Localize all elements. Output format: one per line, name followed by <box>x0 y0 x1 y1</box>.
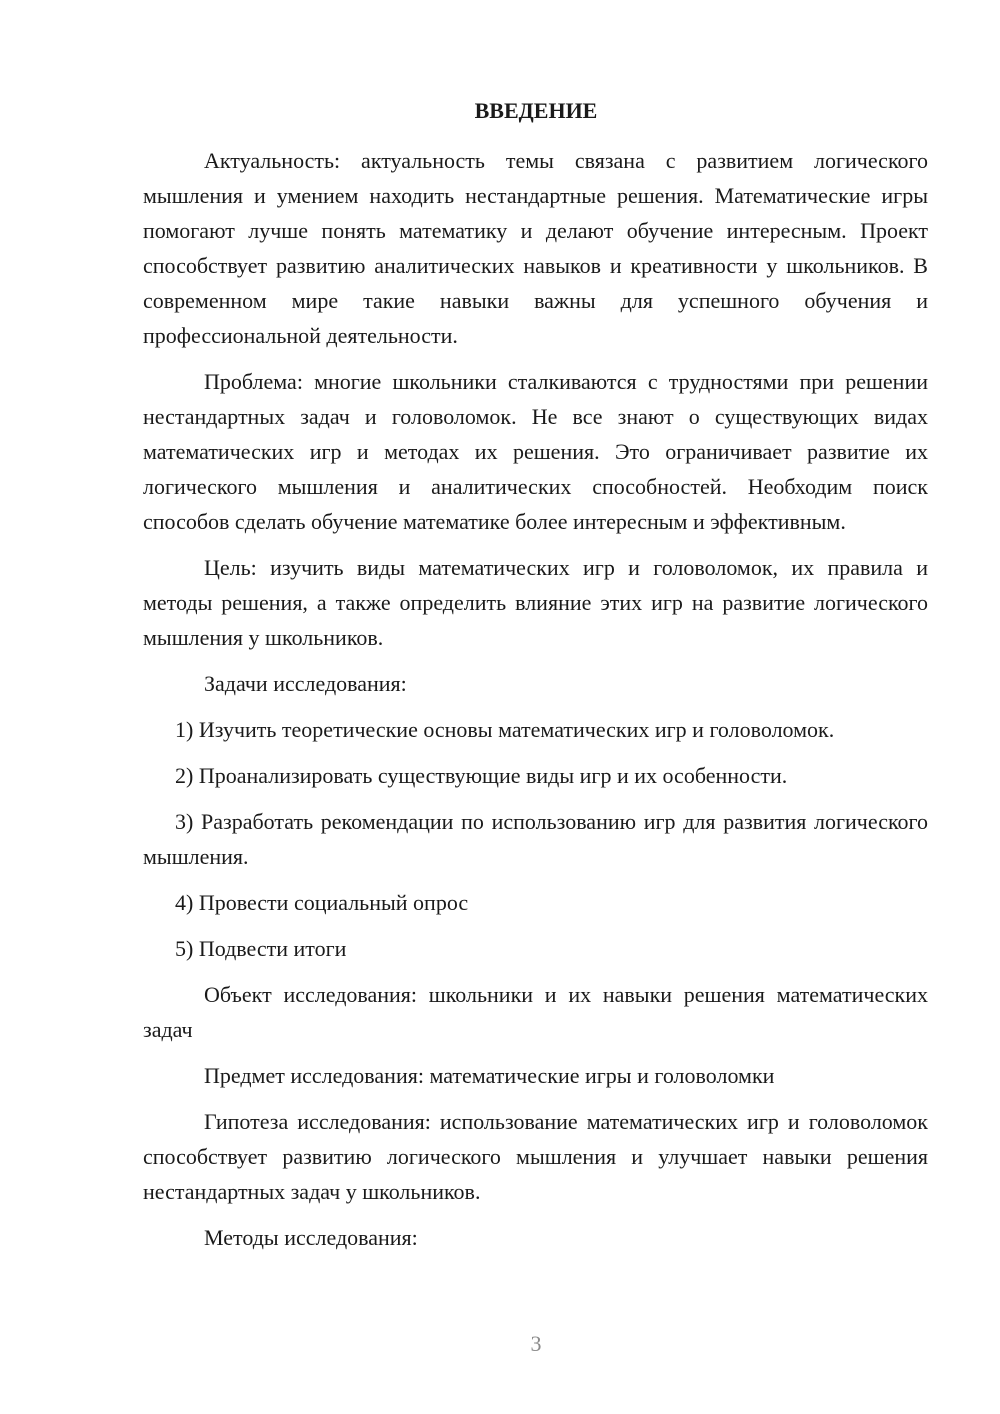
paragraph-problem: Проблема: многие школьники сталкиваются с трудностями при решении нестандартных задач и головоломок. Не все знают о существующих видах математических игр и методах их решения. Это ограничивает развитие их логического мышления и аналитических способностей. Необходим поиск способов сделать обучение математике более интересным и эффективным. <box>143 369 928 534</box>
paragraph-subject: Предмет исследования: математические игры и головоломки <box>204 1063 775 1088</box>
task-item-1: 1) Изучить теоретические основы математических игр и головоломок. <box>175 717 835 742</box>
page-title: ВВЕДЕНИЕ <box>474 98 598 123</box>
task-item-5: 5) Подвести итоги <box>175 936 347 961</box>
task-item-4: 4) Провести социальный опрос <box>175 890 469 915</box>
task-item-3: 3) Разработать рекомендации по использованию игр для развития логического мышления. <box>143 809 928 869</box>
paragraph-relevance: Актуальность: актуальность темы связана с развитием логического мышления и умением находить нестандартные решения. Математические игры помогают лучше понять математику и делают обучение интересным. Проект способствует развитию аналитических навыков и креативности у школьников. В современном мире такие навыки важны для успешного обучения и профессиональной деятельности. <box>143 148 928 348</box>
tasks-list <box>143 712 928 966</box>
paragraph-goal: Цель: изучить виды математических игр и головоломок, их правила и методы решения, а также определить влияние этих игр на развитие логического мышления у школьников. <box>143 555 928 650</box>
document-body <box>143 143 928 1266</box>
task-item-2: 2) Проанализировать существующие виды игр и их особенности. <box>175 763 788 788</box>
tasks-heading: Задачи исследования: <box>204 671 407 696</box>
paragraph-hypothesis: Гипотеза исследования: использование математических игр и головоломок способствует развитию логического мышления и улучшает навыки решения нестандартных задач у школьников. <box>143 1109 928 1204</box>
page-number: 3 <box>530 1331 542 1356</box>
methods-heading: Методы исследования: <box>204 1225 418 1250</box>
paragraph-object: Объект исследования: школьники и их навыки решения математических задач <box>143 982 928 1042</box>
